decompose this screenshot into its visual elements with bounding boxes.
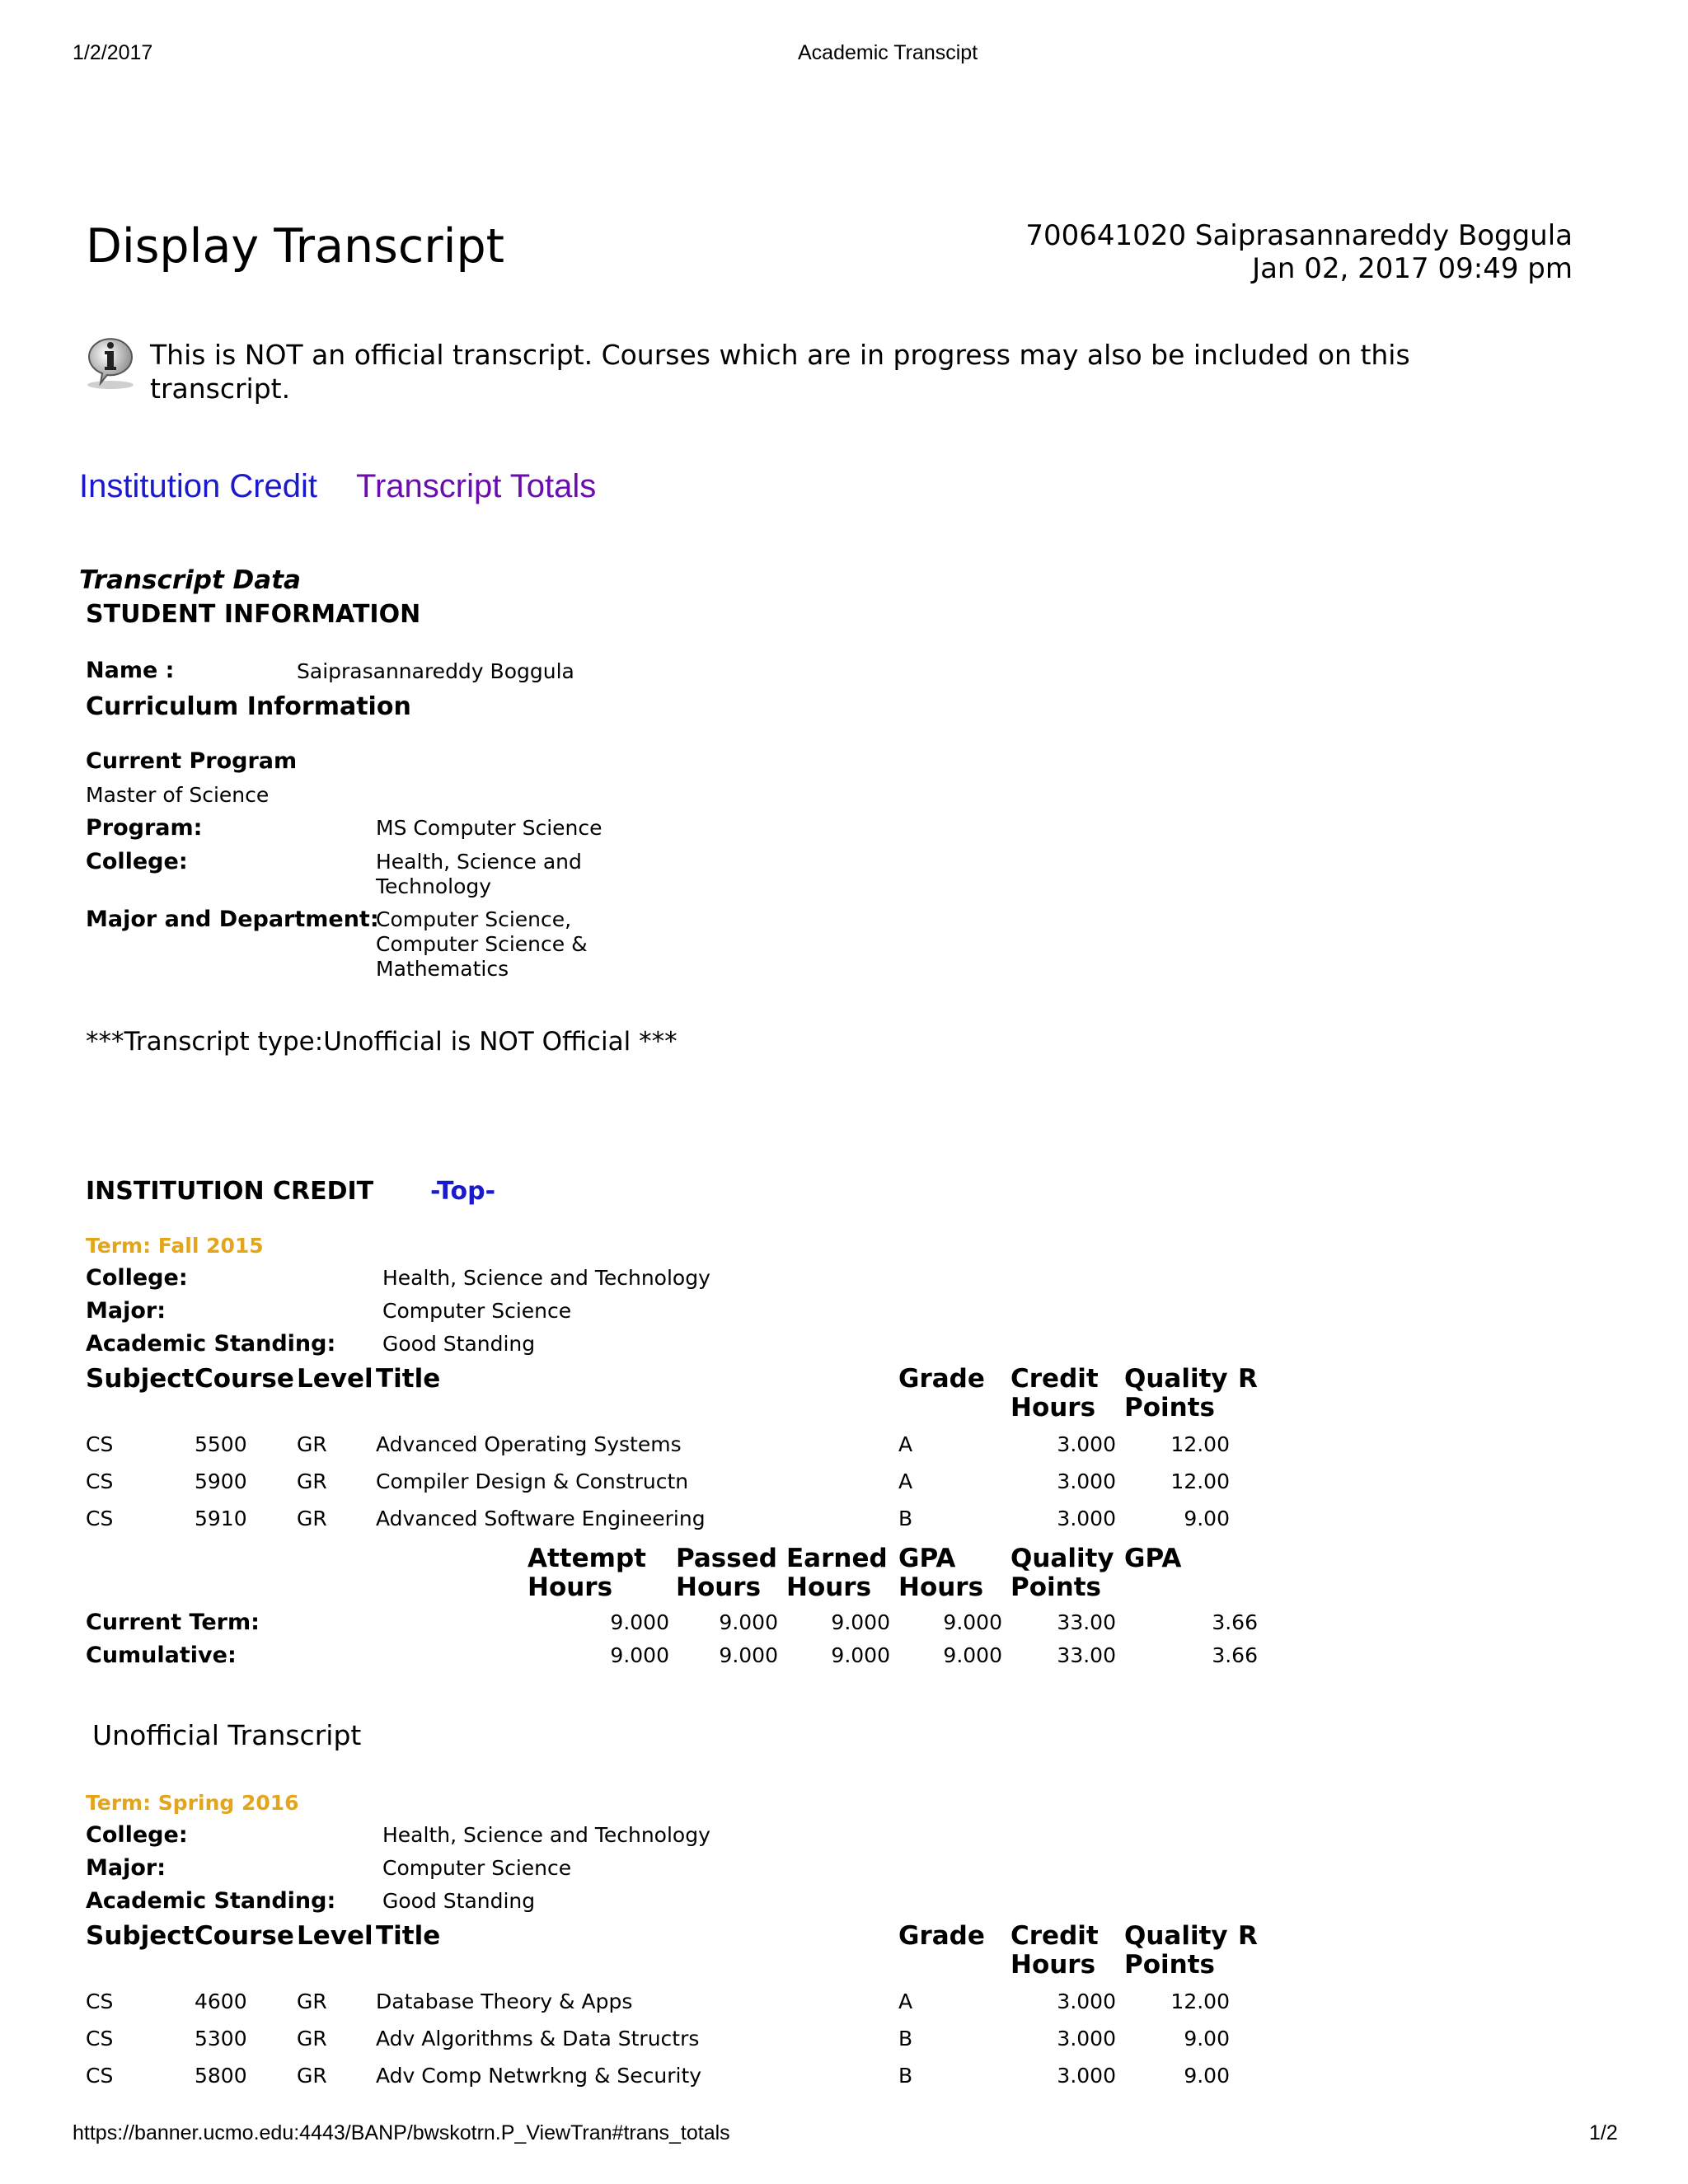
table-row-cell: B [898,1507,913,1530]
table-row-cell: 5500 [195,1432,247,1456]
student-information-heading: STUDENT INFORMATION [86,600,421,629]
table-row-cell: 3.000 [1057,1469,1116,1493]
col-subject: Subject [86,1364,195,1394]
institution-credit-link[interactable]: Institution Credit [79,468,318,504]
term1-major-label: Major: [86,1298,166,1324]
table-row-cell: GR [297,1507,327,1530]
totals-col-earned-hours: Hours [786,1572,872,1602]
major-value-line-3: Mathematics [376,957,509,981]
name-value: Saiprasannareddy Boggula [297,659,574,683]
table-row-cell: 9.000 [610,1643,669,1667]
term-spring-2016: Term: Spring 2016 [86,1791,299,1815]
table-row-cell: 3.66 [1212,1610,1258,1634]
col-quality-points: Points [1124,1393,1215,1422]
term1-standing-label: Academic Standing: [86,1331,336,1357]
transcript-data-heading: Transcript Data [79,565,301,595]
table-row-cell: 9.000 [943,1643,1002,1667]
table-row-cell: Adv Algorithms & Data Structrs [376,2027,700,2050]
table-row-cell: 9.000 [831,1643,890,1667]
current-program-label: Current Program [86,748,298,774]
table-row-cell: 5900 [195,1469,247,1493]
student-id-line: 700641020 Saiprasannareddy Boggula [1025,219,1573,252]
table-row-cell: CS [86,2027,114,2050]
table-row-cell: Compiler Design & Constructn [376,1469,689,1493]
program-value: MS Computer Science [376,816,603,840]
col-grade: Grade [898,1921,985,1951]
table-row-cell: 9.000 [719,1643,778,1667]
major-value-line-2: Computer Science & [376,932,588,956]
term2-standing-label: Academic Standing: [86,1888,336,1914]
unofficial-notice: This is NOT an official transcript. Courses which are in progress may also be included on this transcript. [150,339,1410,405]
term2-standing-value: Good Standing [382,1889,536,1913]
table-row-cell: Advanced Operating Systems [376,1432,682,1456]
totals-col-gpa-hours-label: GPA [898,1544,956,1573]
col-quality: Quality [1124,1364,1228,1394]
print-url: https://banner.ucmo.edu:4443/BANP/bwskotrn.P_ViewTran#trans_totals [73,2121,730,2144]
table-row-cell: CS [86,1469,114,1493]
term1-college-label: College: [86,1265,188,1291]
col-quality: Quality [1124,1921,1228,1951]
institution-credit-heading: INSTITUTION CREDIT [86,1177,374,1206]
totals-col-passed-hours: Hours [676,1572,762,1602]
current-term-label: Current Term: [86,1610,260,1635]
term2-major-label: Major: [86,1855,166,1881]
table-row-cell: 9.000 [610,1610,669,1634]
term2-college-label: College: [86,1822,188,1848]
col-r: R [1238,1921,1258,1951]
table-row-cell: 33.00 [1057,1643,1116,1667]
col-title: Title [376,1921,441,1951]
table-row-cell: A [898,1990,913,2013]
totals-col-earned: Earned [786,1544,888,1573]
term1-major-value: Computer Science [382,1299,572,1323]
term2-college-value: Health, Science and Technology [382,1823,710,1847]
col-level: Level [297,1921,373,1951]
major-value-line-1: Computer Science, [376,907,572,931]
term2-major-value: Computer Science [382,1856,572,1880]
info-icon [82,334,140,390]
table-row-cell: 3.000 [1057,1432,1116,1456]
table-row-cell: 9.00 [1184,1507,1230,1530]
table-row-cell: 5910 [195,1507,247,1530]
col-course: Course [195,1364,294,1394]
table-row-cell: CS [86,1432,114,1456]
table-row-cell: 12.00 [1170,1432,1230,1456]
term1-college-value: Health, Science and Technology [382,1266,710,1290]
college-value-line-1: Health, Science and [376,850,582,874]
program-label: Program: [86,815,203,841]
college-label: College: [86,849,188,874]
table-row-cell: 9.00 [1184,2027,1230,2050]
col-level: Level [297,1364,373,1394]
table-row-cell: 9.000 [943,1610,1002,1634]
unofficial-transcript-caption: Unofficial Transcript [92,1719,362,1751]
table-row-cell: A [898,1469,913,1493]
totals-col-attempt: Attempt [528,1544,646,1573]
table-row-cell: Adv Comp Netwrkng & Security [376,2064,702,2088]
totals-col-passed: Passed [676,1544,777,1573]
term1-standing-value: Good Standing [382,1332,536,1356]
table-row-cell: GR [297,1990,327,2013]
table-row-cell: 3.000 [1057,2064,1116,2088]
term-fall-2015: Term: Fall 2015 [86,1234,264,1258]
table-row-cell: 33.00 [1057,1610,1116,1634]
print-page-number: 1/2 [1589,2121,1618,2144]
totals-col-attempt-hours: Hours [528,1572,613,1602]
col-r: R [1238,1364,1258,1394]
college-value-line-2: Technology [376,874,492,898]
print-title: Academic Transcipt [798,41,978,64]
major-department-label: Major and Department: [86,907,379,932]
table-row-cell: 9.000 [719,1610,778,1634]
col-title: Title [376,1364,441,1394]
totals-col-gpa-hours: Hours [898,1572,984,1602]
table-row-cell: B [898,2027,913,2050]
cumulative-label: Cumulative: [86,1643,237,1668]
col-credit-hours: Hours [1010,1950,1096,1980]
col-credit: Credit [1010,1921,1099,1951]
table-row-cell: Database Theory & Apps [376,1990,633,2013]
table-row-cell: 4600 [195,1990,247,2013]
table-row-cell: GR [297,2027,327,2050]
col-credit: Credit [1010,1364,1099,1394]
table-row-cell: 3.66 [1212,1643,1258,1667]
col-credit-hours: Hours [1010,1393,1096,1422]
table-row-cell: GR [297,2064,327,2088]
table-row-cell: 9.00 [1184,2064,1230,2088]
table-row-cell: 12.00 [1170,1469,1230,1493]
totals-col-quality: Quality [1010,1544,1114,1573]
table-row-cell: 5300 [195,2027,247,2050]
table-row-cell: Advanced Software Engineering [376,1507,706,1530]
top-link[interactable]: -Top- [430,1177,496,1206]
table-row-cell: 12.00 [1170,1990,1230,2013]
transcript-totals-link[interactable]: Transcript Totals [356,468,597,504]
table-row-cell: GR [297,1432,327,1456]
table-row-cell: CS [86,2064,114,2088]
col-subject: Subject [86,1921,195,1951]
timestamp: Jan 02, 2017 09:49 pm [1252,252,1573,285]
table-row-cell: CS [86,1507,114,1530]
table-row-cell: CS [86,1990,114,2013]
col-grade: Grade [898,1364,985,1394]
col-quality-points: Points [1124,1950,1215,1980]
table-row-cell: B [898,2064,913,2088]
totals-col-gpa: GPA [1124,1544,1182,1573]
table-row-cell: 5800 [195,2064,247,2088]
curriculum-heading: Curriculum Information [86,692,411,721]
degree-value: Master of Science [86,783,270,807]
totals-col-quality-points: Points [1010,1572,1101,1602]
table-row-cell: A [898,1432,913,1456]
print-date: 1/2/2017 [73,41,153,64]
table-row-cell: GR [297,1469,327,1493]
table-row-cell: 3.000 [1057,2027,1116,2050]
table-row-cell: 3.000 [1057,1507,1116,1530]
name-label: Name : [86,658,175,683]
table-row-cell: 3.000 [1057,1990,1116,2013]
col-course: Course [195,1921,294,1951]
table-row-cell: 9.000 [831,1610,890,1634]
transcript-type-notice: ***Transcript type:Unofficial is NOT Official *** [86,1027,678,1057]
page-title: Display Transcript [86,219,504,274]
